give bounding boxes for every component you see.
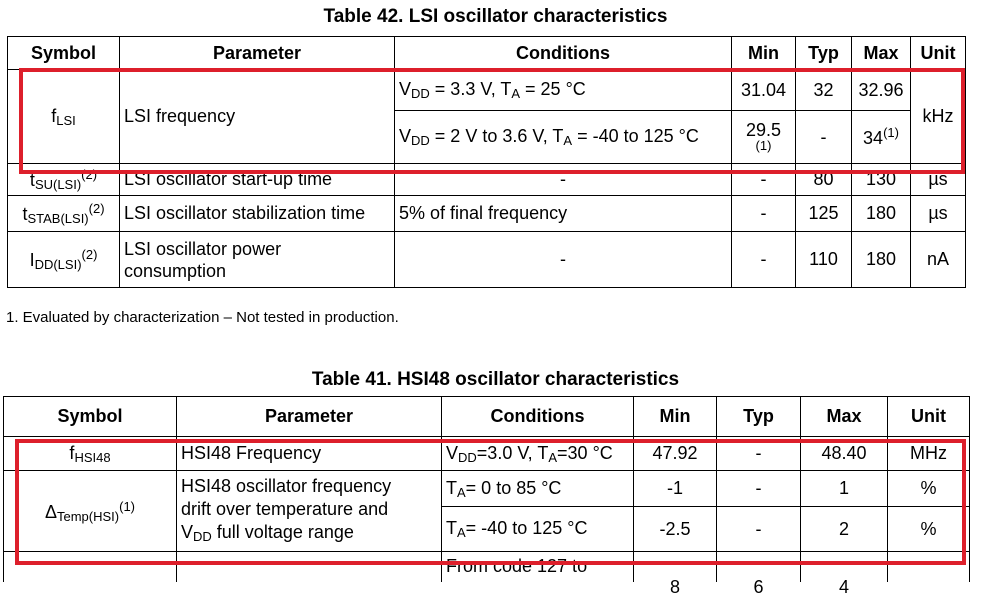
header-unit: Unit xyxy=(888,397,970,437)
param-cell: LSI oscillator stabilization time xyxy=(120,196,395,232)
max-value: 1 xyxy=(801,471,888,507)
table-row xyxy=(8,70,966,111)
cond-cell: $T_A= 0$ to 85 °C xyxy=(442,471,634,507)
empty-cell xyxy=(888,552,970,583)
typ-value: - xyxy=(717,471,801,507)
header-typ: Typ xyxy=(796,37,852,70)
header-conditions: Conditions xyxy=(395,37,732,70)
table42 xyxy=(7,36,966,288)
typ-value: 6 xyxy=(717,552,801,583)
cond-cell: - xyxy=(395,232,732,288)
table-row xyxy=(8,232,966,288)
table-row xyxy=(4,471,970,507)
typ-value: - xyxy=(717,507,801,552)
typ-value: 110 xyxy=(796,232,852,288)
symbol-idd-lsi: $I_{DD(LSI)}^{(2)}$ xyxy=(8,232,120,288)
symbol-delta-temp-hsi: $\Delta_{Temp(HSI)}^{(1)}$ xyxy=(4,471,177,552)
param-cell: HSI48 Frequency xyxy=(177,437,442,471)
table41-header-row xyxy=(4,397,970,437)
header-parameter: Parameter xyxy=(177,397,442,437)
table41-title: Table 41. HSI48 oscillator characteristics xyxy=(311,369,680,390)
max-value: 180 xyxy=(852,196,911,232)
typ-value: 125 xyxy=(796,196,852,232)
min-value: - xyxy=(732,196,796,232)
cond-lsi-row2: $V_{DD} = 2$ V to 3.6 V, $T_A = -40$ to 125 °C xyxy=(395,111,732,164)
footnote-ref: (1) xyxy=(755,138,772,153)
typ-value: 32 xyxy=(796,70,852,111)
max-value: 32.96 xyxy=(852,70,911,111)
table42-header-row xyxy=(8,37,966,70)
cond-cell: - xyxy=(395,164,732,196)
param-cell: HSI48 oscillator frequency drift over temperature and $V_{DD}$ full voltage range xyxy=(177,471,442,552)
header-min: Min xyxy=(634,397,717,437)
unit-value: % xyxy=(888,507,970,552)
header-symbol: Symbol xyxy=(4,397,177,437)
param-cell: LSI oscillator power consumption xyxy=(120,232,395,288)
min-value: -1 xyxy=(634,471,717,507)
min-value: - xyxy=(732,232,796,288)
header-unit: Unit xyxy=(911,37,966,70)
table41 xyxy=(3,396,970,597)
cond-lsi-row1: $V_{DD} = 3.3$ V, $T_A = 25$ °C xyxy=(395,70,732,111)
symbol-f-hsi48: $f_{HSI48}$ xyxy=(4,437,177,471)
cond-cell: $V_{DD}=3.0$ V, $T_A=30$ °C xyxy=(442,437,634,471)
max-value: 34$^{(1)}$ xyxy=(852,111,911,164)
max-value: 4 xyxy=(801,552,888,583)
header-symbol: Symbol xyxy=(8,37,120,70)
unit-value: µs xyxy=(911,164,966,196)
header-max: Max xyxy=(852,37,911,70)
min-value: 8 xyxy=(634,552,717,583)
max-value: 48.40 xyxy=(801,437,888,471)
cond-cell-cut: From code 127 to xyxy=(442,552,634,583)
min-value: -2.5 xyxy=(634,507,717,552)
unit-value: % xyxy=(888,471,970,507)
footnote-ref: (1) xyxy=(883,125,899,140)
header-typ: Typ xyxy=(717,397,801,437)
unit-value: MHz xyxy=(888,437,970,471)
table42-title: Table 42. LSI oscillator characteristics xyxy=(323,6,668,27)
table-row xyxy=(4,552,970,583)
max-value: 130 xyxy=(852,164,911,196)
symbol-t-stab-lsi: $t_{STAB(LSI)}^{(2)}$ xyxy=(8,196,120,232)
symbol-t-su-lsi: $t_{SU(LSI)}^{(2)}$ xyxy=(8,164,120,196)
unit-value: kHz xyxy=(911,70,966,164)
param-cell: LSI oscillator start-up time xyxy=(120,164,395,196)
table-row xyxy=(4,437,970,471)
typ-value: 80 xyxy=(796,164,852,196)
unit-value: nA xyxy=(911,232,966,288)
empty-cell xyxy=(4,552,177,583)
cond-cell: 5% of final frequency xyxy=(395,196,732,232)
unit-value: µs xyxy=(911,196,966,232)
typ-value: - xyxy=(717,437,801,471)
cond-cell: $T_A= -40$ to 125 °C xyxy=(442,507,634,552)
min-value: - xyxy=(732,164,796,196)
table-row xyxy=(8,164,966,196)
header-min: Min xyxy=(732,37,796,70)
header-conditions: Conditions xyxy=(442,397,634,437)
empty-cell xyxy=(177,552,442,583)
header-parameter: Parameter xyxy=(120,37,395,70)
table42-footnote: 1. Evaluated by characterization – Not tested in production. xyxy=(6,309,399,326)
min-value: 29.5 (1) xyxy=(732,111,796,164)
max-value: 2 xyxy=(801,507,888,552)
min-value: 31.04 xyxy=(732,70,796,111)
symbol-f-lsi: $f_{LSI}$ xyxy=(8,70,120,164)
header-max: Max xyxy=(801,397,888,437)
table-row xyxy=(8,196,966,232)
min-value: 47.92 xyxy=(634,437,717,471)
max-value: 180 xyxy=(852,232,911,288)
typ-value: - xyxy=(796,111,852,164)
param-lsi-frequency: LSI frequency xyxy=(120,70,395,164)
